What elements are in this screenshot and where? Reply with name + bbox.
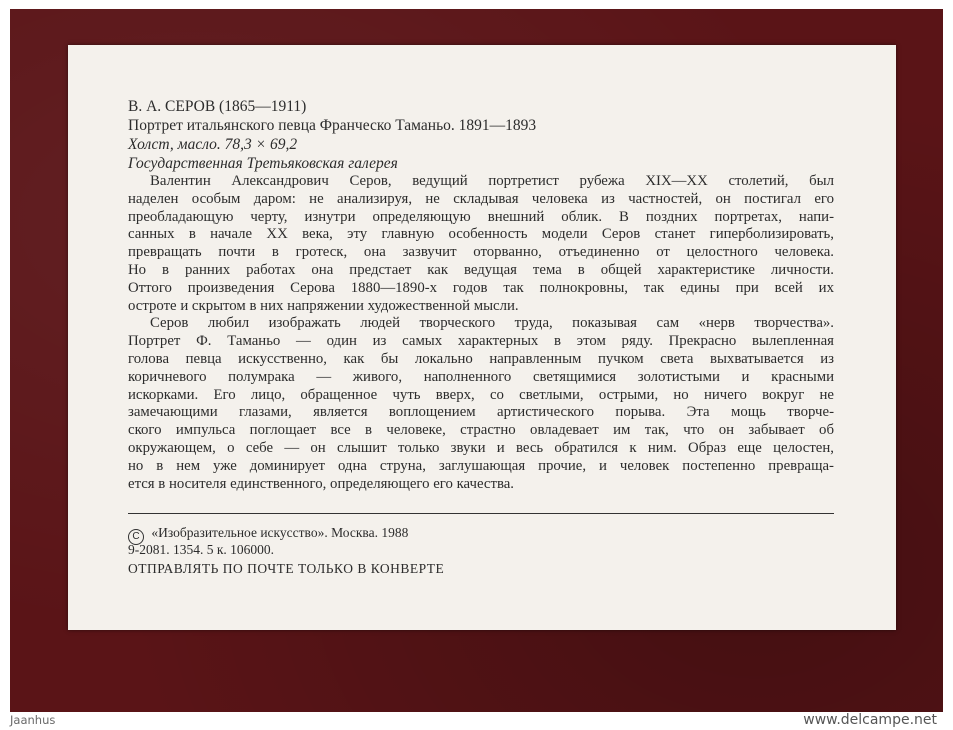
museum-name: Государственная Третьяковская галерея xyxy=(128,155,398,172)
text-line: окружающем, о себе — он слышит только звуки и весь обратился к ним. Образ еще целостен, xyxy=(128,439,834,456)
divider-line xyxy=(128,513,834,514)
postcard-back xyxy=(68,45,896,630)
text-line: голова певца искусственно, как бы локально направленным пучком света выхватывается из xyxy=(128,350,834,367)
painting-title: Портрет итальянского певца Франческо Таманьо. 1891—1893 xyxy=(128,117,537,134)
text-line: ского импульса поглощает все в человеке, страстно овладевает им так, что он забывает об xyxy=(128,422,834,439)
artist-name: В. А. СЕРОВ (1865—1911) xyxy=(128,98,307,115)
copyright-icon: С xyxy=(128,529,144,545)
text-line: ется в носителя единственного, определяющего его качества. xyxy=(128,475,515,492)
text-line: Оттого произведения Серова 1880—1890-х годов так полнокровны, так едины при всей их xyxy=(128,279,834,296)
text-line: остроте и скрытом в них напряжении художественной мысли. xyxy=(128,297,519,314)
text-line: замечающими глазами, является воплощением артистического порыва. Эта мощь творче- xyxy=(128,404,834,421)
text-line: искорками. Его лицо, обращенное чуть вверх, со светлыми, острыми, но ничего вокруг не xyxy=(128,386,834,403)
text-line: но в нем уже доминирует одна струна, заглушающая прочие, и человек постепенно превраща- xyxy=(128,457,834,474)
text-line: коричневого полумрака — живого, наполненного светящимися золотистыми и красными xyxy=(128,368,834,385)
text-line: Валентин Александрович Серов, ведущий портретист рубежа XIX—XX столетий, был xyxy=(150,173,834,189)
print-info: 9-2081. 1354. 5 к. 106000. xyxy=(128,542,275,557)
painting-medium: Холст, масло. 78,3 × 69,2 xyxy=(128,136,298,153)
text-line: Но в ранних работах она предстает как ведущая тема в общей характеристике личности. xyxy=(128,261,834,278)
publisher-text: «Изобразительное искусство». Москва. 1988 xyxy=(151,525,409,540)
description-text xyxy=(128,173,834,493)
mail-note: ОТПРАВЛЯТЬ ПО ПОЧТЕ ТОЛЬКО В КОНВЕРТЕ xyxy=(128,561,445,576)
text-line: Серов любил изображать людей творческого труда, показывая сам «нерв творчества». xyxy=(150,315,834,332)
text-line: превращать почти в гротеск, она зазвучит оторванно, отъединенно от целостного человека. xyxy=(128,244,834,261)
text-line: преобладающую черту, изнутри определяющую внешний облик. В поздних портретах, напи- xyxy=(128,208,834,225)
text-line: санных в начале XX века, эту главную особенность модели Серов станет гиперболизировать, xyxy=(128,226,834,243)
text-line: наделен особым даром: не анализируя, не складывая человека из частностей, он постигал его xyxy=(128,190,834,207)
site-watermark: www.delcampe.net xyxy=(803,712,937,728)
seller-watermark: Jaanhus xyxy=(10,713,56,727)
text-line: Портрет Ф. Таманьо — один из самых характерных в этом ряду. Прекрасно вылепленная xyxy=(128,333,834,350)
